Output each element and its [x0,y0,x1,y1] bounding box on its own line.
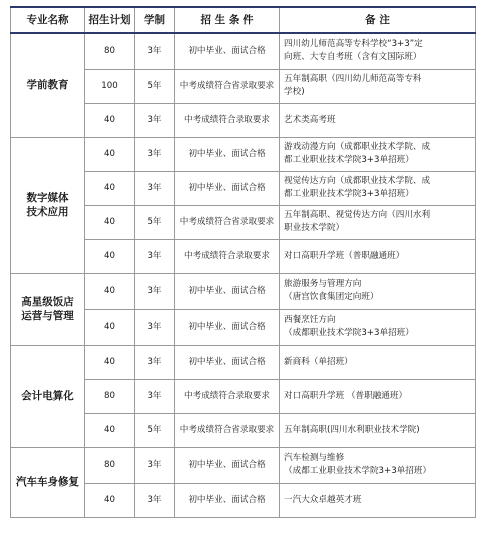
plan-cell: 40 [85,171,135,205]
note-cell [280,103,476,137]
condition-cell: 中考成绩符合录取要求 [175,239,280,273]
table-row [11,137,476,171]
years-cell: 3年 [135,239,175,273]
condition-cell: 初中毕业、面试合格 [175,309,280,345]
enrollment-table-container [10,6,475,518]
condition-cell: 中考成绩符合省录取要求 [175,205,280,239]
major-name: 技术应用 [26,206,69,218]
major-name: 高星级饭店 [21,296,74,308]
condition-cell: 中考成绩符合录取要求 [175,103,280,137]
plan-cell: 40 [85,205,135,239]
major-name: 运营与管理 [21,310,74,322]
note-line: 职业技术学院） [284,223,345,233]
note-cell [280,273,476,309]
years-cell: 3年 [135,171,175,205]
table-row [11,447,476,483]
note-cell [280,239,476,273]
years-cell: 3年 [135,273,175,309]
note-line: 五年制高职(四川水利职业技术学院) [284,424,420,435]
table-row [11,273,476,309]
note-cell [280,69,476,103]
note-line: 学校) [284,87,305,97]
major-cell [11,273,85,345]
years-cell: 3年 [135,137,175,171]
note-line: 艺术类高考班 [284,114,336,125]
note-line: 一汽大众卓越英才班 [284,494,362,505]
header-major: 专业名称 [11,7,85,33]
note-line: 四川幼儿师范高等专科学校“3+3”定 [284,39,423,50]
note-line: 汽车检测与维修 [284,453,345,463]
note-line: 五年制高职（四川幼儿师范高等专科 [284,74,422,84]
major-name: 会计电算化 [21,390,74,402]
condition-cell: 初中毕业、面试合格 [175,273,280,309]
note-line: 新商科（单招班） [284,356,353,367]
condition-cell: 初中毕业、面试合格 [175,137,280,171]
table-body [11,33,476,517]
note-cell [280,171,476,205]
condition-cell: 中考成绩符合省录取要求 [175,413,280,447]
note-cell [280,205,476,239]
major-cell [11,447,85,517]
note-line: 对口高职升学班 （普职融通班） [284,390,408,401]
condition-cell: 中考成绩符合省录取要求 [175,69,280,103]
years-cell: 3年 [135,447,175,483]
header-years: 学制 [135,7,175,33]
plan-cell: 40 [85,345,135,379]
major-name: 数字媒体 [26,192,69,204]
condition-cell: 初中毕业、面试合格 [175,33,280,69]
note-line: （成都工业职业技术学院3+3单招班） [284,466,432,476]
note-cell [280,413,476,447]
condition-cell: 初中毕业、面试合格 [175,483,280,517]
plan-cell: 40 [85,309,135,345]
years-cell: 3年 [135,379,175,413]
plan-cell: 100 [85,69,135,103]
condition-cell: 初中毕业、面试合格 [175,345,280,379]
years-cell: 3年 [135,33,175,69]
condition-cell: 中考成绩符合录取要求 [175,379,280,413]
note-cell [280,33,476,69]
years-cell: 5年 [135,413,175,447]
condition-cell: 初中毕业、面试合格 [175,171,280,205]
note-cell [280,137,476,171]
note-cell [280,379,476,413]
major-name: 学前教育 [26,79,69,92]
header-condition: 招 生 条 件 [175,7,280,33]
plan-cell: 80 [85,447,135,483]
years-cell: 3年 [135,483,175,517]
condition-cell: 初中毕业、面试合格 [175,447,280,483]
note-line: （成都职业技术学院3+3单招班） [284,328,414,338]
note-line: 旅游服务与管理方向 [284,279,362,289]
note-cell [280,447,476,483]
enrollment-table [10,6,476,518]
major-cell [11,345,85,447]
note-line: 西餐烹饪方向 [284,315,336,325]
note-line: 游戏动漫方向（成都职业技术学院、成 [284,142,431,152]
plan-cell: 40 [85,137,135,171]
header-note: 备 注 [280,7,476,33]
major-cell [11,137,85,273]
note-line: （唐宫饮食集团定向班） [284,292,379,302]
plan-cell: 40 [85,483,135,517]
note-line: 对口高职升学班（普职融通班） [284,250,405,261]
plan-cell: 40 [85,103,135,137]
plan-cell: 40 [85,413,135,447]
plan-cell: 80 [85,33,135,69]
note-line: 都工业职业技术学院3+3单招班） [284,155,414,165]
years-cell: 5年 [135,69,175,103]
plan-cell: 40 [85,273,135,309]
years-cell: 3年 [135,345,175,379]
major-cell [11,33,85,137]
note-line: 视觉传达方向（成都职业技术学院、成 [284,176,431,186]
note-cell [280,345,476,379]
header-plan: 招生计划 [85,7,135,33]
years-cell: 5年 [135,205,175,239]
note-line: 向班、大专自考班（含有文国际班） [284,52,422,63]
plan-cell: 40 [85,239,135,273]
table-row [11,345,476,379]
plan-cell: 80 [85,379,135,413]
years-cell: 3年 [135,309,175,345]
note-line: 五年制高职、视觉传达方向（四川水利 [284,210,431,220]
major-name: 汽车车身修复 [16,476,79,488]
table-header-row [11,7,476,33]
years-cell: 3年 [135,103,175,137]
table-row [11,33,476,69]
note-cell [280,309,476,345]
note-cell [280,483,476,517]
note-line: 都工业职业技术学院3+3单招班） [284,189,414,199]
